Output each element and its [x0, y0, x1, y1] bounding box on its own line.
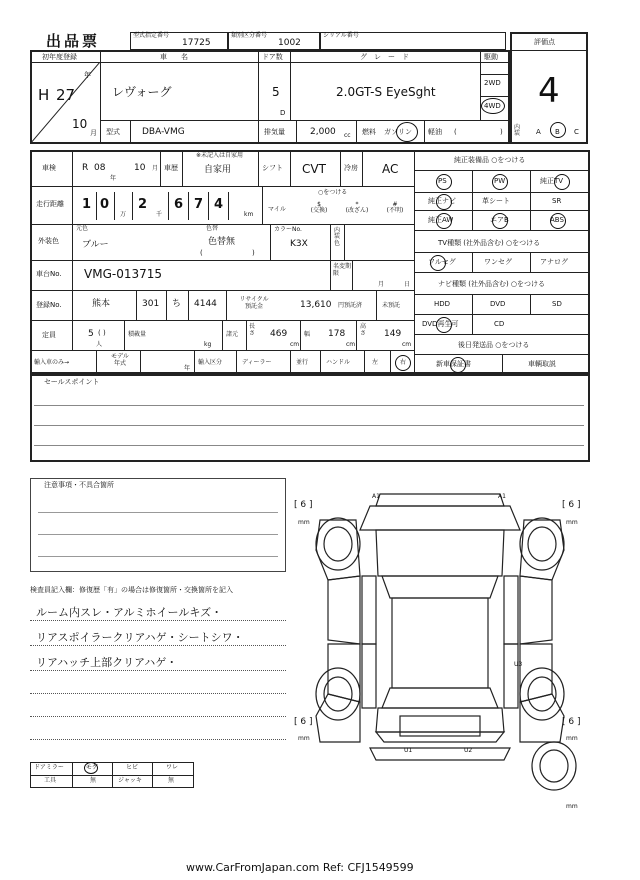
- dotted-line: [30, 645, 286, 646]
- usage-value: 自家用: [204, 165, 232, 175]
- mirror-broken: モゲ: [86, 764, 99, 771]
- car-name: レヴォーグ: [112, 85, 172, 99]
- divider: [424, 120, 425, 144]
- length-unit: cm: [290, 341, 300, 348]
- tread-unit: mm: [566, 735, 578, 742]
- original-color-value: ブルー: [82, 240, 109, 250]
- drive-label: 駆動: [484, 53, 498, 61]
- divider: [246, 320, 247, 350]
- name-change-label: 名変期限: [333, 263, 352, 277]
- divider: [472, 170, 473, 230]
- recycle-unpaid: 未預託: [382, 302, 401, 309]
- interior-b: B: [555, 128, 560, 136]
- mileage-label: 走行距離: [36, 200, 64, 208]
- equip-navi-circle: [436, 194, 452, 210]
- inspection-label: 車検: [42, 164, 56, 172]
- dotted-line: [30, 620, 286, 621]
- month-unit: 月: [152, 165, 159, 172]
- height-value: 149: [384, 329, 402, 339]
- divider: [320, 350, 321, 374]
- notes-box: [30, 478, 286, 572]
- navi-hdd: HDD: [434, 300, 451, 308]
- name-change-month-unit: 月: [378, 281, 385, 288]
- dotted-line: [30, 670, 286, 671]
- divider: [114, 192, 115, 220]
- tread-unit: mm: [298, 735, 310, 742]
- drive-4wd: 4WD: [484, 102, 501, 110]
- tools-label: 工具: [44, 777, 57, 784]
- first-registration-month: 10: [72, 117, 88, 131]
- type-designation-value: 17725: [182, 38, 211, 48]
- divider: [344, 224, 345, 260]
- divider: [414, 252, 590, 253]
- color-number-value: K3X: [290, 239, 308, 249]
- damage-mark-u2: U2: [464, 747, 473, 754]
- shift-label: シフト: [262, 164, 283, 172]
- divider: [258, 50, 259, 120]
- mirror-broken-circle: [84, 762, 98, 774]
- import-dealer: ディーラー: [242, 359, 272, 366]
- docs-manual: 車輌取説: [528, 360, 556, 368]
- type-designation-label: 型式指定番号: [133, 32, 170, 39]
- divider: [30, 350, 414, 351]
- handle-right: 右: [400, 359, 407, 366]
- divider: [414, 210, 590, 211]
- divider: [258, 120, 259, 144]
- divider: [290, 350, 291, 374]
- divider: [414, 192, 590, 193]
- mirror-break: ワレ: [166, 764, 179, 771]
- length-value: 469: [270, 329, 288, 339]
- color-change-value: 色替無: [208, 237, 236, 247]
- docs-warranty: 新車保証書: [436, 360, 471, 368]
- mileage-option-mile: マイル: [268, 206, 286, 213]
- drive-2wd: 2WD: [484, 79, 501, 87]
- model-value: DBA-VMG: [142, 127, 185, 137]
- height-label: 高さ: [360, 323, 367, 337]
- color-number-label: カラーNo.: [274, 226, 302, 233]
- form-title: 出品票: [46, 32, 101, 50]
- navi-dvd-play-circle: [436, 317, 452, 333]
- mileage-digit: 2: [138, 197, 149, 212]
- original-color-label: 元色: [76, 225, 89, 232]
- equip-airbag-circle: [492, 213, 508, 229]
- tv-title: TV種類 (社外品含む) ○をつける: [438, 239, 541, 247]
- tread-rear-left: [ 6 ]: [294, 717, 313, 727]
- sales-line: [34, 405, 584, 406]
- divider: [100, 120, 510, 121]
- equip-pw: PW: [494, 177, 506, 185]
- usage-label: 車歴: [164, 164, 178, 172]
- divider: [160, 150, 161, 186]
- shift-value: CVT: [302, 162, 326, 176]
- interior-c: C: [574, 128, 579, 136]
- year-unit: 年: [110, 175, 117, 182]
- doors-value: 5: [272, 85, 280, 99]
- chassis-value: VMG-013715: [84, 267, 162, 281]
- exterior-color-label: 外装色: [38, 237, 59, 245]
- navi-title: ナビ種類 (社外品含む) ○をつける: [438, 280, 546, 288]
- divider: [480, 74, 510, 75]
- interior-label: 内装: [514, 124, 521, 137]
- divider: [182, 150, 183, 186]
- evaluation-score: 4: [538, 71, 560, 111]
- divider: [414, 170, 590, 171]
- mileage-digit: 1: [82, 197, 93, 212]
- bracket: ): [500, 128, 503, 136]
- tools-value: 無: [90, 777, 97, 784]
- displacement-value: 2,000: [310, 127, 336, 137]
- inspection-year: 08: [94, 163, 106, 173]
- damage-mark-u1: U1: [404, 747, 413, 754]
- docs-title: 後日発送品 ○をつける: [458, 341, 530, 349]
- mileage-unit-sen: 千: [156, 211, 163, 218]
- sales-point-box: [30, 374, 590, 462]
- divider: [236, 350, 237, 374]
- tv-oneseg: ワンセグ: [484, 258, 512, 266]
- equip-ps: PS: [438, 177, 447, 185]
- recycle-label: リサイクル 預託金: [239, 296, 269, 311]
- model-label: 型式: [106, 128, 120, 136]
- divider: [96, 350, 97, 374]
- divider: [414, 294, 590, 295]
- sales-point-label: セールスポイント: [44, 378, 100, 386]
- tread-unit: mm: [298, 519, 310, 526]
- notes-line: [38, 512, 278, 513]
- model-year-label: モデル 年式: [111, 353, 129, 368]
- recycle-unit: 円預託済: [338, 302, 363, 309]
- bracket: ): [252, 249, 255, 257]
- divider: [530, 294, 531, 314]
- divider: [290, 50, 291, 120]
- equip-sr: SR: [552, 197, 562, 205]
- tv-fullseg-circle: [430, 255, 446, 271]
- notes-line: [38, 534, 278, 535]
- mileage-option-unknown: # (不明): [386, 201, 404, 214]
- height-unit: cm: [402, 341, 412, 348]
- damage-mark-u3: U3: [514, 661, 523, 668]
- serial-label: シリアル番号: [323, 32, 359, 39]
- divider: [480, 96, 510, 97]
- import-label: 輸入車のみ→: [34, 359, 70, 366]
- bracket: ( ): [98, 329, 106, 337]
- divider: [270, 224, 271, 260]
- recycle-amount: 13,610: [300, 300, 332, 310]
- diagonal-line: [30, 62, 100, 144]
- usage-note: ※未記入は自家用: [196, 152, 244, 159]
- displacement-label: 排気量: [264, 128, 285, 136]
- interior-a: A: [536, 128, 541, 136]
- divider: [194, 350, 195, 374]
- mileage-option-label: ○をつける: [318, 189, 348, 196]
- divider: [168, 192, 169, 220]
- inspector-line-3: リアハッチ上部クリアハゲ・: [36, 656, 178, 669]
- notes-label: 注意事項・不具合箇所: [44, 481, 114, 489]
- car-diagram: [290, 480, 590, 810]
- width-label: 幅: [304, 331, 311, 338]
- evaluation-label: 評価点: [534, 38, 555, 46]
- divider: [124, 320, 125, 350]
- divider: [340, 150, 341, 186]
- equip-abs-circle: [550, 213, 566, 229]
- tread-rear-right: [ 6 ]: [562, 717, 581, 727]
- divider: [140, 350, 141, 374]
- divider: [100, 50, 101, 144]
- jack-label: ジャッキ: [118, 777, 142, 784]
- inspector-line-1: ルーム内スレ・アルミホイールキズ・: [36, 606, 223, 619]
- grade-value: 2.0GT-S EyeSght: [336, 85, 436, 99]
- inspector-label: 検査員記入欄：修復歴「有」の場合は修復箇所・交換箇所を記入: [30, 586, 233, 594]
- divider: [510, 50, 588, 51]
- dotted-line: [30, 739, 286, 740]
- equip-pw-circle: [492, 174, 508, 190]
- divider: [226, 290, 227, 320]
- registration-class: 301: [142, 299, 160, 309]
- sales-line: [34, 425, 584, 426]
- divider: [362, 150, 363, 186]
- handle-left: 左: [372, 359, 379, 366]
- divider: [530, 170, 531, 230]
- equip-leather: 革シート: [482, 197, 510, 205]
- equip-aw: 純正AW: [428, 216, 454, 224]
- tread-front-right: [ 6 ]: [562, 500, 581, 510]
- car-name-label: 車 名: [160, 53, 188, 61]
- grade-label: グ レ ー ド: [360, 53, 409, 61]
- divider: [330, 260, 331, 290]
- divider: [330, 224, 331, 260]
- divider: [96, 192, 97, 220]
- divider: [30, 290, 414, 291]
- interior-b-circle: [550, 122, 566, 138]
- mileage-unit-man: 万: [120, 211, 127, 218]
- dotted-line: [30, 716, 286, 717]
- dimensions-label: 諸元: [226, 331, 239, 338]
- equip-abs: ABS: [550, 216, 564, 224]
- fuel-label: 燃料: [362, 128, 376, 136]
- divider: [188, 290, 189, 320]
- capacity-label: 定員: [42, 331, 56, 339]
- equip-aw-circle: [436, 213, 452, 229]
- mileage-digit: 0: [100, 197, 111, 212]
- equip-navi: 純正ナビ: [428, 197, 456, 205]
- category-value: 1002: [278, 38, 301, 48]
- divider: [166, 290, 167, 320]
- chassis-label: 車台No.: [36, 270, 62, 278]
- divider: [352, 260, 353, 290]
- handle-right-circle: [395, 355, 411, 371]
- divider: [132, 192, 133, 220]
- jack-value: 無: [168, 777, 175, 784]
- divider: [188, 192, 189, 220]
- load-label: 積載量: [128, 331, 147, 338]
- navi-cd: CD: [494, 320, 505, 328]
- navi-sd: SD: [552, 300, 562, 308]
- navi-dvd: DVD: [490, 300, 506, 308]
- mileage-option-exchange: $ (交換): [310, 201, 328, 214]
- interior-color-label: 内装色: [334, 227, 341, 247]
- selected-4wd-circle: [481, 98, 505, 114]
- name-change-day-unit: 日: [404, 281, 411, 288]
- inspection-month: 10: [134, 163, 146, 173]
- registration-label: 登録No.: [36, 301, 62, 309]
- mileage-digit: 7: [194, 197, 205, 212]
- light-oil-label: 軽油: [428, 128, 442, 136]
- equip-ps-circle: [436, 174, 452, 190]
- tv-analog: アナログ: [540, 258, 568, 266]
- divider: [72, 150, 73, 350]
- door-mirror-label: ドアミラー: [34, 764, 64, 771]
- width-value: 178: [328, 329, 346, 339]
- displacement-unit: cc: [344, 132, 351, 139]
- month-unit: 月: [90, 129, 97, 137]
- divider: [228, 192, 229, 220]
- capacity-unit: 人: [96, 341, 103, 348]
- first-registration-era: H: [38, 86, 50, 104]
- doors-suffix: D: [280, 109, 286, 117]
- inspection-era: R: [82, 163, 89, 173]
- divider: [258, 150, 259, 186]
- tv-fullseg: フルセグ: [428, 258, 456, 266]
- navi-dvd-play: DVD再生可: [422, 320, 459, 328]
- sales-line: [34, 445, 584, 446]
- divider: [364, 350, 365, 374]
- mileage-digit: 6: [174, 197, 185, 212]
- dotted-line: [30, 693, 286, 694]
- color-change-label: 色替: [206, 225, 219, 232]
- divider: [414, 150, 415, 374]
- mirror-crack: ヒビ: [126, 764, 139, 771]
- width-unit: cm: [346, 341, 356, 348]
- year-unit: 年: [84, 71, 91, 79]
- ac-value: AC: [382, 162, 399, 176]
- import-parallel: 並行: [296, 359, 309, 366]
- divider: [136, 290, 137, 320]
- tread-front-left: [ 6 ]: [294, 500, 313, 510]
- divider: [112, 762, 113, 788]
- handle-label: ハンドル: [326, 359, 351, 366]
- divider: [472, 252, 473, 272]
- divider: [130, 120, 131, 144]
- divider: [414, 314, 590, 315]
- divider: [356, 120, 357, 144]
- divider: [208, 192, 209, 220]
- capacity-value: 5: [88, 329, 94, 339]
- mileage-digit: 4: [214, 197, 225, 212]
- divider: [472, 294, 473, 334]
- registration-kana: ち: [172, 299, 182, 309]
- fuel-value: ガソリン: [384, 128, 412, 136]
- doors-label: ドア数: [262, 53, 283, 61]
- registration-number: 4144: [194, 299, 217, 309]
- damage-mark-a1-right: A1: [498, 493, 506, 500]
- import-type-label: 輸入区分: [198, 359, 223, 366]
- divider: [152, 762, 153, 788]
- divider: [480, 50, 481, 120]
- divider: [30, 62, 510, 63]
- first-registration-label: 初年度登録: [42, 53, 77, 61]
- load-unit: kg: [204, 341, 212, 348]
- mileage-unit-km: km: [244, 211, 254, 218]
- bracket: (: [200, 249, 203, 257]
- divider: [30, 186, 414, 187]
- divider: [414, 272, 590, 273]
- fuel-gas-circle: [396, 122, 418, 142]
- equip-tv: 純正TV: [540, 177, 564, 185]
- inspector-line-2: リアスポイラークリアハゲ・シートシワ・: [36, 631, 244, 644]
- tread-unit: mm: [566, 803, 578, 810]
- bracket: (: [454, 128, 457, 136]
- divider: [30, 260, 414, 261]
- length-label: 長さ: [249, 323, 256, 337]
- divider: [290, 150, 291, 186]
- registration-area: 熊本: [92, 299, 111, 309]
- divider: [300, 320, 301, 350]
- footer-watermark: www.CarFromJapan.com Ref: CFJ1549599: [186, 861, 414, 874]
- divider: [530, 252, 531, 272]
- notes-line: [38, 556, 278, 557]
- equipment-title: 純正装備品 ○をつける: [454, 156, 526, 164]
- damage-mark-a1-left: A1: [372, 493, 380, 500]
- divider: [502, 354, 503, 374]
- divider: [296, 120, 297, 144]
- divider: [222, 320, 223, 350]
- divider: [72, 762, 73, 788]
- divider: [414, 334, 590, 335]
- first-registration-year: 27: [56, 86, 76, 104]
- ac-label: 冷房: [344, 164, 358, 172]
- mileage-option-altered: * (改ざん): [345, 201, 369, 214]
- category-label: 類別区分番号: [231, 32, 268, 39]
- divider: [376, 290, 377, 320]
- divider: [390, 350, 391, 374]
- docs-warranty-circle: [450, 357, 466, 373]
- divider: [262, 186, 263, 224]
- tread-unit: mm: [566, 519, 578, 526]
- divider: [356, 320, 357, 350]
- divider: [414, 230, 590, 231]
- equip-airbag: エアB: [490, 216, 509, 224]
- equip-tv-circle: [554, 174, 570, 190]
- model-year-unit: 年: [184, 365, 191, 372]
